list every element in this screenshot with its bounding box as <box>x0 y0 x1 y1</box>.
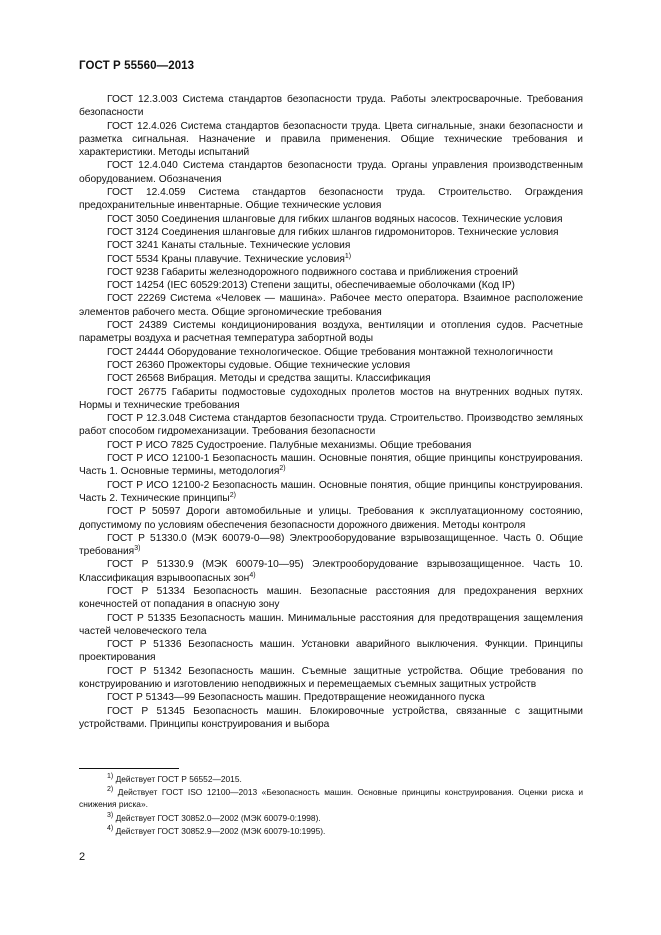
footnote-mark: 4) <box>107 824 114 832</box>
reference-text: ГОСТ Р ИСО 7825 Судостроение. Палубные механизмы. Общие требования <box>107 439 472 451</box>
footnote-marker: 4) <box>249 571 256 579</box>
reference-text: ГОСТ Р ИСО 12100-2 Безопасность машин. Основные понятия, общие принципы конструирования. Часть 2. Технические принципы <box>79 479 583 504</box>
footnote-marker: 2) <box>279 465 286 473</box>
reference-text: ГОСТ 26775 Габариты подмостовые судоходных пролетов мостов на внутренних водных путях. Нормы и технические требования <box>79 386 583 411</box>
reference-item <box>79 612 583 639</box>
footnote-text: Действует ГОСТ 30852.9—2002 (МЭК 60079-10:1995). <box>115 825 326 836</box>
reference-text: ГОСТ 5534 Краны плавучие. Технические условия <box>107 253 345 265</box>
reference-text: ГОСТ Р 51330.9 (МЭК 60079-10—95) Электрооборудование взрывозащищенное. Часть 10. Классификация взрывоопасных зон <box>79 559 583 584</box>
reference-item <box>79 665 583 692</box>
reference-item <box>79 93 583 120</box>
reference-item <box>79 346 583 359</box>
reference-text: ГОСТ Р 51330.0 (МЭК 60079-0—98) Электрооборудование взрывозащищенное. Часть 0. Общие требования <box>79 532 583 558</box>
reference-text: ГОСТ 9238 Габариты железнодорожного подвижного состава и приближения строений <box>107 266 519 278</box>
reference-item <box>79 239 583 252</box>
reference-text: ГОСТ Р 12.3.048 Система стандартов безопасности труда. Строительство. Производство земляных работ способом гидромеханизации. Требования безопасности <box>79 413 583 438</box>
reference-text: ГОСТ Р 51335 Безопасность машин. Минимальные расстояния для предотвращения защемления частей человеческого тела <box>79 612 583 637</box>
reference-text: ГОСТ 3241 Канаты стальные. Технические условия <box>107 240 351 252</box>
reference-text: ГОСТ 12.4.040 Система стандартов безопасности труда. Органы управления производственным оборудованием. Обозначения <box>79 160 583 185</box>
footnote-text: Действует ГОСТ 30852.0—2002 (МЭК 60079-0:1998). <box>115 812 321 823</box>
reference-text: ГОСТ Р 51336 Безопасность машин. Установки аварийного выключения. Функции. Принципы проектирования <box>79 639 583 664</box>
reference-text: ГОСТ 24444 Оборудование технологическое. Общие требования монтажной технологичности <box>107 346 553 358</box>
reference-text: ГОСТ 24389 Системы кондиционирования воздуха, вентиляции и отопления судов. Расчетные параметры воздуха и расчетная температура забортной воды <box>79 320 583 345</box>
reference-text: ГОСТ 12.3.003 Система стандартов безопасности труда. Работы электросварочные. Требования безопасности <box>79 94 583 119</box>
reference-text: ГОСТ 12.4.059 Система стандартов безопасности труда. Строительство. Ограждения предохранительные инвентарные. Общие технические условия <box>79 187 583 212</box>
reference-text: ГОСТ Р 51343—99 Безопасность машин. Предотвращение неожиданного пуска <box>107 692 485 704</box>
reference-text: ГОСТ 14254 (IEC 60529:2013) Степени защиты, обеспечиваемые оболочками (Код IP) <box>107 280 515 292</box>
reference-item <box>79 412 583 439</box>
reference-text: ГОСТ Р 50597 Дороги автомобильные и улицы. Требования к эксплуатационному состоянию, допустимому по условиям обеспечения безопасности дорожного движения. Методы контроля <box>79 506 583 531</box>
footnote-mark: 3) <box>107 811 114 819</box>
reference-item <box>79 372 583 385</box>
reference-item <box>79 705 583 732</box>
reference-text: ГОСТ 3050 Соединения шланговые для гибких шлангов водяных насосов. Технические условия <box>107 213 563 225</box>
reference-text: ГОСТ 3124 Соединения шланговые для гибких шлангов гидромониторов. Технические условия <box>107 226 559 238</box>
reference-item <box>79 479 583 506</box>
page-number: 2 <box>79 851 86 863</box>
reference-text: ГОСТ Р 51334 Безопасность машин. Безопасные расстояния для предохранения верхних конечностей от попадания в опасную зону <box>79 585 583 611</box>
reference-text: ГОСТ Р ИСО 12100-1 Безопасность машин. Основные понятия, общие принципы конструирования. Часть 1. Основные термины, методология <box>79 453 583 478</box>
reference-item <box>79 691 583 704</box>
reference-item <box>79 359 583 372</box>
footnote-mark: 1) <box>107 773 114 780</box>
reference-item <box>79 213 583 226</box>
reference-item <box>79 319 583 346</box>
footnote-marker: 1) <box>344 252 352 260</box>
normative-references-list <box>79 93 583 731</box>
reference-text: ГОСТ 26568 Вибрация. Методы и средства защиты. Классификация <box>107 373 431 385</box>
reference-item <box>79 279 583 292</box>
footnote-item <box>79 786 583 810</box>
reference-item <box>79 558 583 585</box>
footnote-text: Действует ГОСТ ISO 12100—2013 «Безопасность машин. Основные принципы конструирования. Оценки риска и снижения риска». <box>79 787 584 810</box>
reference-item <box>79 386 583 413</box>
reference-text: ГОСТ 22269 Система «Человек — машина». Рабочее место оператора. Взаимное расположение элементов рабочего места. Общие эргономические требования <box>79 293 583 318</box>
reference-item <box>79 638 583 665</box>
footnote-mark: 2) <box>107 786 114 794</box>
reference-item <box>79 585 583 612</box>
reference-item <box>79 253 583 266</box>
reference-text: ГОСТ 12.4.026 Система стандартов безопасности труда. Цвета сигнальные, знаки безопасности и разметка сигнальная. Назначение и правила применения. Общие технические требования и характеристики. Методы испытаний <box>79 120 583 159</box>
reference-item <box>79 266 583 279</box>
reference-item <box>79 439 583 452</box>
reference-item <box>79 226 583 239</box>
footnote-separator <box>79 768 179 769</box>
reference-text: ГОСТ 26360 Прожекторы судовые. Общие технические условия <box>107 359 411 371</box>
footnote-marker: 2) <box>229 491 236 499</box>
footnote-marker: 3) <box>134 545 141 553</box>
reference-text: ГОСТ Р 51345 Безопасность машин. Блокировочные устройства, связанные с защитными устройствами. Принципы конструирования и выбора <box>79 705 583 730</box>
reference-item <box>79 452 583 479</box>
reference-item <box>79 505 583 532</box>
footnotes <box>79 773 583 838</box>
footnote-item <box>79 825 583 837</box>
footnote-text: Действует ГОСТ Р 56552—2015. <box>115 774 242 784</box>
reference-item <box>79 159 583 186</box>
reference-item <box>79 186 583 213</box>
reference-text: ГОСТ Р 51342 Безопасность машин. Съемные защитные устройства. Общие требования по конструированию и изготовлению неподвижных и перемещаемых съемных защитных устройств <box>79 665 583 691</box>
footnote-item <box>79 773 583 785</box>
reference-item <box>79 120 583 160</box>
document-header: ГОСТ Р 55560—2013 <box>79 60 195 72</box>
reference-item <box>79 292 583 319</box>
reference-item <box>79 532 583 559</box>
footnote-item <box>79 812 583 824</box>
